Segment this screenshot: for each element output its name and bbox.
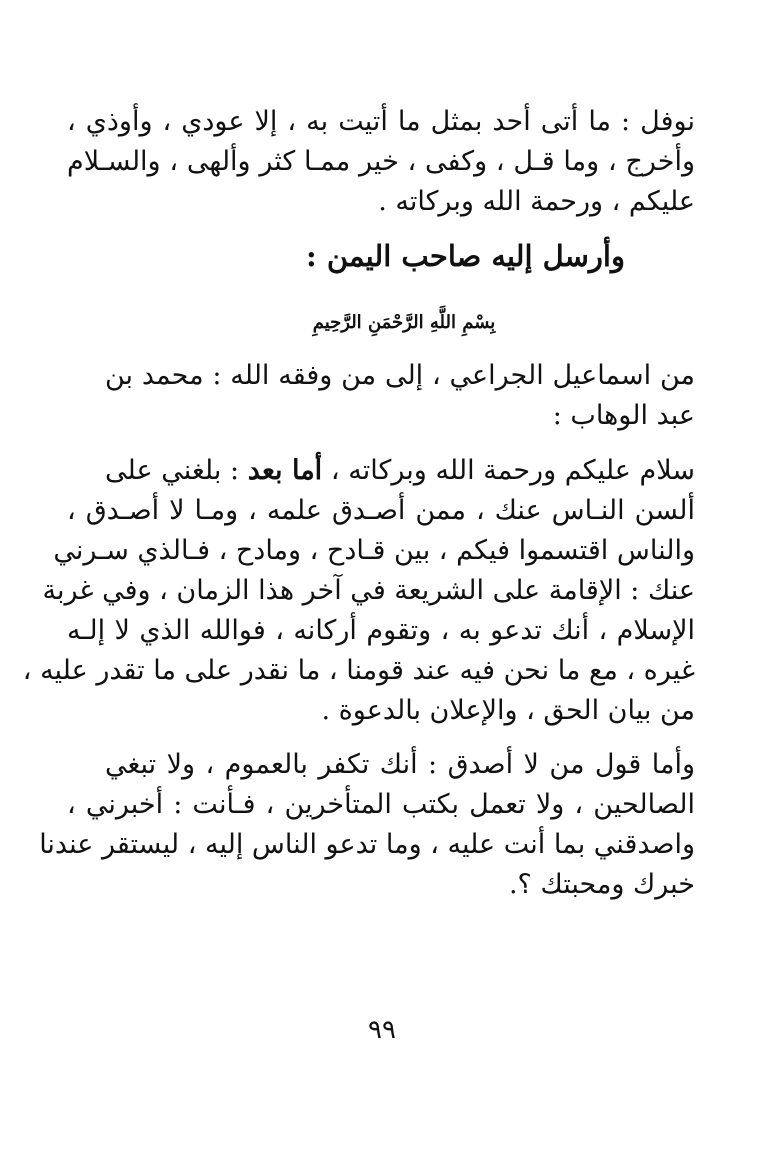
text-line: من بيان الحق ، والإعلان بالدعوة .	[321, 695, 695, 726]
basmala-ornament	[298, 306, 510, 340]
text-line: نوفل : ما أتى أحد بمثل ما أتيت به ، إلا عودي ، وأوذي ،	[67, 106, 695, 137]
text-run: : بلغني على	[105, 455, 248, 486]
text-line: غيره ، مع ما نحن فيه عند قومنا ، ما نقدر على ما تقدر عليه ،	[22, 655, 695, 686]
text-line: الإسلام ، أنك تدعو به ، وتقوم أركانه ، فوالله الذي لا إلـه	[67, 615, 695, 646]
text-line: عبد الوهاب :	[552, 400, 695, 431]
text-line: وأخرج ، وما قـل ، وكفى ، خير ممـا كثر وألهى ، والسـلام	[67, 146, 695, 177]
text-line: الصالحين ، ولا تعمل بكتب المتأخرين ، فـأنت : أخبرني ،	[67, 789, 695, 820]
text-line: خبرك ومحبتك ؟.	[508, 869, 695, 900]
bold-phrase: أما بعد	[247, 455, 323, 486]
text-line: عليكم ، ورحمة الله وبركاته .	[378, 186, 695, 217]
page-number: ٩٩	[368, 1015, 396, 1045]
text-line: والناس اقتسموا فيكم ، بين قـادح ، ومادح ، فـالذي سـرني	[53, 535, 695, 566]
text-run: سلام عليكم ورحمة الله وبركاته ،	[322, 455, 695, 486]
text-line: من اسماعيل الجراعي ، إلى من وفقه الله : محمد بن	[105, 360, 695, 391]
section-heading: وأرسل إليه صاحب اليمن :	[306, 239, 625, 273]
text-line	[105, 451, 695, 491]
text-line: عنك : الإقامة على الشريعة في آخر هذا الزمان ، وفي غربة	[42, 575, 695, 606]
text-line: ألسن النـاس عنك ، ممن أصـدق علمه ، ومـا لا أصـدق ،	[67, 495, 695, 526]
text-line: واصدقني بما أنت عليه ، وما تدعو الناس إليه ، ليستقر عندنا	[39, 829, 695, 860]
text-line: وأما قول من لا أصدق : أنك تكفر بالعموم ، ولا تبغي	[105, 749, 695, 780]
basmala-text: بِسْمِ اللَّهِ الرَّحْمَنِ الرَّحِيمِ	[312, 312, 496, 333]
